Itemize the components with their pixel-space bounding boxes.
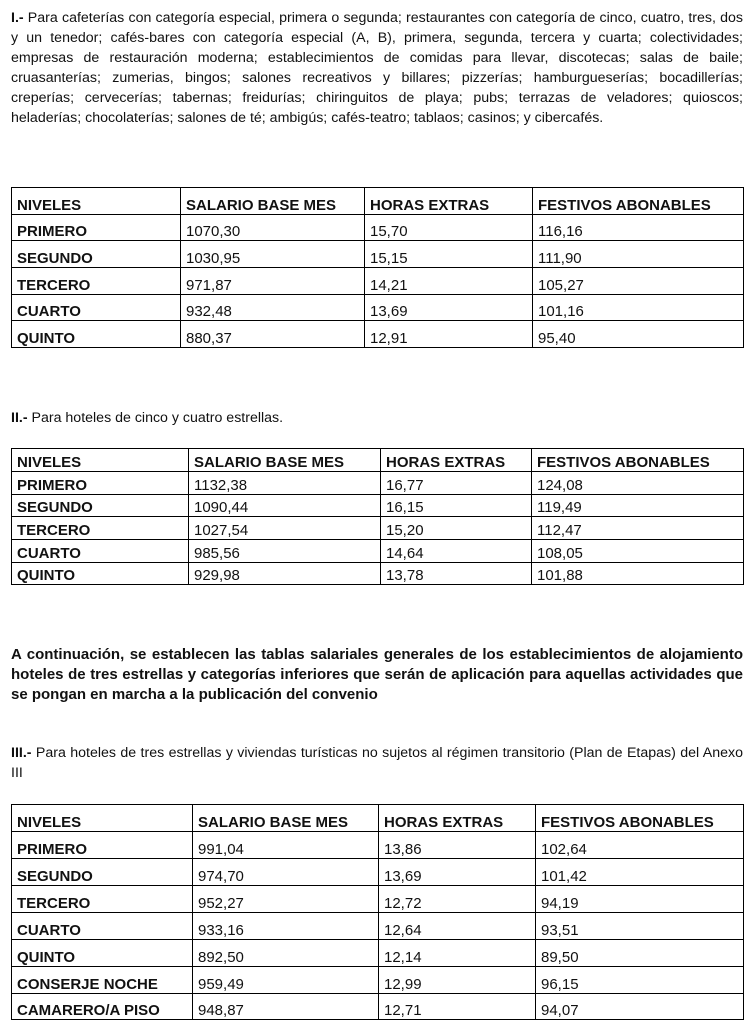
value-cell: 89,50 [536, 940, 744, 967]
level-cell: PRIMERO [12, 215, 181, 241]
value-cell: 112,47 [532, 517, 744, 540]
value-cell: 971,87 [181, 268, 365, 295]
table-row [12, 472, 744, 495]
table-row [12, 295, 744, 321]
value-cell: 1070,30 [181, 215, 365, 241]
value-cell: 892,50 [193, 940, 379, 967]
table-header-row [12, 188, 744, 215]
value-cell: 102,64 [536, 832, 744, 859]
level-cell: CAMARERO/A PISO [12, 994, 193, 1020]
value-cell: 13,78 [381, 563, 532, 585]
table-row [12, 215, 744, 241]
value-cell: 12,14 [379, 940, 536, 967]
value-cell: 1090,44 [189, 495, 381, 517]
level-cell: QUINTO [12, 940, 193, 967]
value-cell: 15,15 [365, 241, 533, 268]
section-3-marker: III.- [11, 745, 32, 761]
value-cell: 105,27 [533, 268, 744, 295]
value-cell: 14,21 [365, 268, 533, 295]
table-row [12, 241, 744, 268]
column-header: FESTIVOS ABONABLES [532, 449, 744, 472]
value-cell: 1027,54 [189, 517, 381, 540]
table-row [12, 321, 744, 348]
level-cell: SEGUNDO [12, 859, 193, 886]
value-cell: 15,20 [381, 517, 532, 540]
intro-bold-paragraph: A continuación, se establecen las tablas salariales generales de los establecimientos de alojamiento hoteles de tres estrellas y categorías inferiores que serán de aplicación para aquellas actividades que se pongan en marcha a la publicación del convenio [11, 646, 743, 703]
value-cell: 932,48 [181, 295, 365, 321]
column-header: NIVELES [12, 188, 181, 215]
table-row [12, 994, 744, 1020]
value-cell: 108,05 [532, 540, 744, 563]
value-cell: 959,49 [193, 967, 379, 994]
level-cell: TERCERO [12, 517, 189, 540]
table-row [12, 967, 744, 994]
table-row [12, 495, 744, 517]
column-header: HORAS EXTRAS [379, 805, 536, 832]
value-cell: 929,98 [189, 563, 381, 585]
value-cell: 95,40 [533, 321, 744, 348]
value-cell: 952,27 [193, 886, 379, 913]
value-cell: 16,77 [381, 472, 532, 495]
level-cell: TERCERO [12, 268, 181, 295]
table-row [12, 913, 744, 940]
salary-table-1 [11, 187, 744, 348]
level-cell: SEGUNDO [12, 241, 181, 268]
level-cell: TERCERO [12, 886, 193, 913]
value-cell: 13,69 [365, 295, 533, 321]
level-cell: CUARTO [12, 913, 193, 940]
value-cell: 12,72 [379, 886, 536, 913]
value-cell: 12,91 [365, 321, 533, 348]
section-2-paragraph [11, 408, 743, 428]
salary-table-2-body [12, 449, 744, 585]
value-cell: 991,04 [193, 832, 379, 859]
value-cell: 974,70 [193, 859, 379, 886]
value-cell: 985,56 [189, 540, 381, 563]
value-cell: 119,49 [532, 495, 744, 517]
salary-table-1-body [12, 188, 744, 348]
level-cell: PRIMERO [12, 832, 193, 859]
column-header: HORAS EXTRAS [365, 188, 533, 215]
salary-table-3-body [12, 805, 744, 1020]
table-row [12, 563, 744, 585]
level-cell: CUARTO [12, 540, 189, 563]
column-header: HORAS EXTRAS [381, 449, 532, 472]
value-cell: 94,07 [536, 994, 744, 1020]
value-cell: 111,90 [533, 241, 744, 268]
column-header: NIVELES [12, 449, 189, 472]
level-cell: CUARTO [12, 295, 181, 321]
value-cell: 933,16 [193, 913, 379, 940]
salary-table-3 [11, 804, 744, 1020]
value-cell: 94,19 [536, 886, 744, 913]
section-3-paragraph [11, 743, 743, 783]
value-cell: 101,88 [532, 563, 744, 585]
value-cell: 880,37 [181, 321, 365, 348]
table-row [12, 540, 744, 563]
value-cell: 14,64 [381, 540, 532, 563]
column-header: NIVELES [12, 805, 193, 832]
column-header: FESTIVOS ABONABLES [533, 188, 744, 215]
value-cell: 12,71 [379, 994, 536, 1020]
value-cell: 93,51 [536, 913, 744, 940]
value-cell: 96,15 [536, 967, 744, 994]
column-header: SALARIO BASE MES [189, 449, 381, 472]
column-header: FESTIVOS ABONABLES [536, 805, 744, 832]
section-2-text: Para hoteles de cinco y cuatro estrellas. [27, 410, 284, 426]
table-row [12, 517, 744, 540]
column-header: SALARIO BASE MES [193, 805, 379, 832]
table-row [12, 940, 744, 967]
value-cell: 12,64 [379, 913, 536, 940]
table-header-row [12, 449, 744, 472]
table-row [12, 886, 744, 913]
value-cell: 101,16 [533, 295, 744, 321]
section-3-text: Para hoteles de tres estrellas y viviendas turísticas no sujetos al régimen transitorio (Plan de Etapas) del Anexo III [11, 745, 743, 781]
section-1-paragraph [11, 8, 743, 128]
value-cell: 124,08 [532, 472, 744, 495]
section-2-marker: II.- [11, 410, 28, 426]
value-cell: 1030,95 [181, 241, 365, 268]
section-1-text: Para cafeterías con categoría especial, primera o segunda; restaurantes con categoría de cinco, cuatro, tres, dos y un tenedor; cafés-bares con categoría especial (A, B), primera, segunda, tercera y cuarta; colectividades; empresas de restauración moderna; establecimientos de comidas para llevar, discotecas; salas de baile; cruasanterías; zumerias, bingos; salones recreativos y billares; pizzerías; hamburgueserías; bocadillerías; creperías; cervecerías; tabernas; freidurías; chiringuitos de playa; pubs; terrazas de veladores; quioscos; heladerías; chocolaterías; salones de té; ambigús; cafés-teatro; tablaos; casinos; y cibercafés. [11, 10, 743, 126]
table-row [12, 859, 744, 886]
value-cell: 12,99 [379, 967, 536, 994]
level-cell: SEGUNDO [12, 495, 189, 517]
value-cell: 13,86 [379, 832, 536, 859]
table-row [12, 268, 744, 295]
level-cell: PRIMERO [12, 472, 189, 495]
section-1-marker: I.- [11, 10, 24, 26]
value-cell: 116,16 [533, 215, 744, 241]
column-header: SALARIO BASE MES [181, 188, 365, 215]
value-cell: 13,69 [379, 859, 536, 886]
value-cell: 101,42 [536, 859, 744, 886]
value-cell: 16,15 [381, 495, 532, 517]
level-cell: CONSERJE NOCHE [12, 967, 193, 994]
level-cell: QUINTO [12, 563, 189, 585]
value-cell: 1132,38 [189, 472, 381, 495]
value-cell: 15,70 [365, 215, 533, 241]
table-header-row [12, 805, 744, 832]
level-cell: QUINTO [12, 321, 181, 348]
table-row [12, 832, 744, 859]
salary-table-2 [11, 448, 744, 585]
value-cell: 948,87 [193, 994, 379, 1020]
